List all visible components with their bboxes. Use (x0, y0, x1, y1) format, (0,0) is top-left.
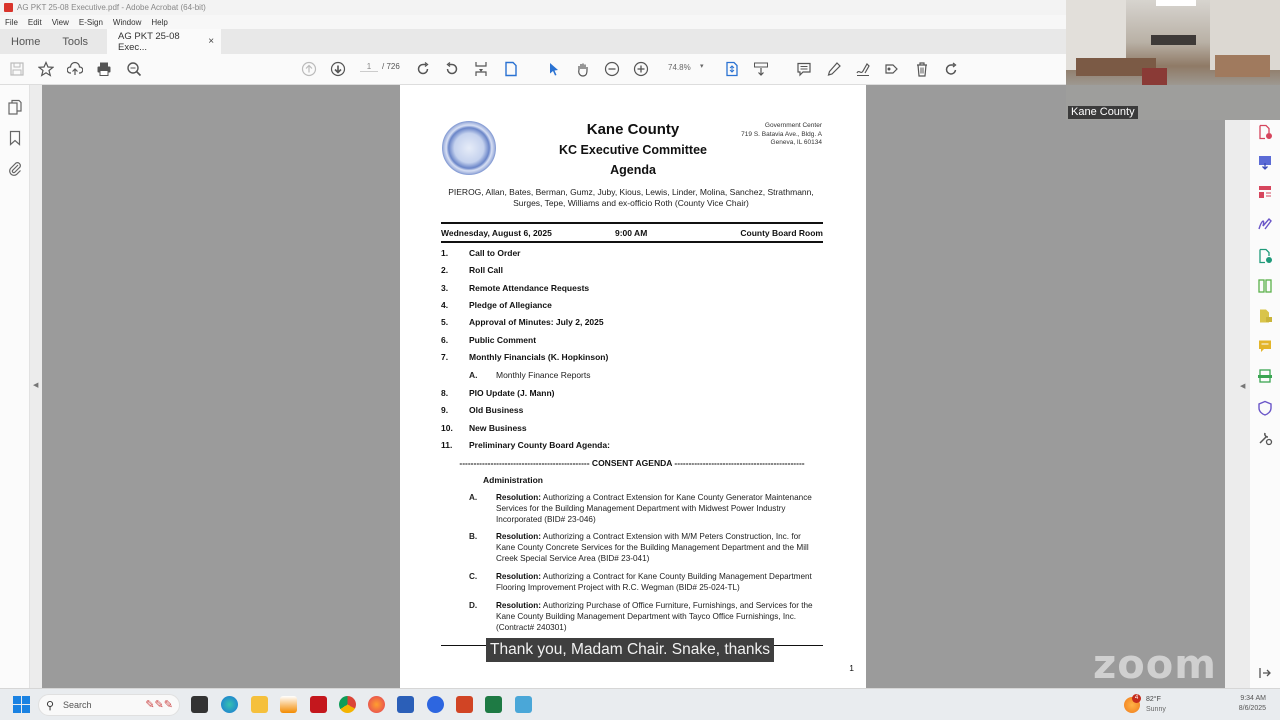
menu-view[interactable]: View (51, 17, 69, 27)
menu-window[interactable]: Window (112, 17, 142, 27)
live-caption: Thank you, Madam Chair. Snake, thanks (486, 638, 774, 662)
tab-tools[interactable]: Tools (62, 35, 89, 48)
page-number-input[interactable]: 1 (360, 62, 378, 72)
protect-shield-icon[interactable] (1257, 400, 1273, 416)
window-title: AG PKT 25-08 Executive.pdf - Adobe Acrobat (64-bit) (17, 3, 206, 12)
chevron-down-icon[interactable]: ▾ (700, 63, 704, 70)
pdf-page: Kane County KC Executive Committee Agenda Government Center 719 S. Batavia Ave., Bldg. A Geneva, IL 60134 PIEROG, Allan, Bates, Berman, Gumz, Juby, Kious, Lewis, Linder, Molina, Sanchez, Strathmann, Surges, Tepe, Williams and ex-officio Roth (County Vice Chair) Wednesday, August 6, 2025 9:00 AM County Board Room 1. Call to Order 2. Roll Call 3. Remote Attendance Requests 4. Pledge of Allegiance 5. Approval of Minutes: July 2, 2025 6. Public Comment 7. Monthly Financials (K. Hopkinson) A. Monthly Finance Reports 8. PIO Update (J. Mann) 9. Old Business 10. New Business 11. Preliminary County Board Agenda: ---------------------------------------------- CONSENT AGENDA ---------------------------------------------- Administration A. Resolution: Authorizing a Contract Extension for Kane County Generator Maintenance Services for the Building Management Department with Midwest Power Industry Incorporated (BID# 23-046) B. Resolution: Authorizing a Contract Extension with M/M Peters Construction, Inc. for Kane County Concrete Services for the Building Management Department and the Mill Creek Special Service Area (BID# 23-041) C. Resolution: Authorizing a Contract for Kane County Building Management Department Flooring Improvement Project with R.C. Wegman (BID# 25-024-TL) D. Resolution: Authorizing Purchase of Office Furniture, Furnishings, and Services for the Kane County Building Management Department with Tayco Office Furnishings, Inc. (Contract# 240301) 1 (400, 85, 866, 688)
scroll-mode-icon[interactable] (723, 60, 741, 78)
committee-members: PIEROG, Allan, Bates, Berman, Gumz, Juby, Kious, Lewis, Linder, Molina, Sanchez, Strathmann, Surges, Tepe, Williams and ex-officio Roth (County Vice Chair) (448, 187, 814, 208)
address-block: Government Center 719 S. Batavia Ave., Bldg. A Geneva, IL 60134 (741, 122, 822, 146)
menu-edit[interactable]: Edit (27, 17, 42, 27)
redo-icon[interactable] (942, 60, 960, 78)
collapse-right-pane-icon[interactable]: ◀ (1240, 383, 1246, 390)
meeting-date: Wednesday, August 6, 2025 (441, 228, 552, 238)
fill-sign-icon[interactable] (883, 60, 901, 78)
chrome-icon[interactable] (339, 696, 356, 713)
room-projector-screen (1156, 0, 1196, 6)
collapse-tools-pane-icon[interactable] (1257, 665, 1273, 681)
hand-tool-icon[interactable] (574, 60, 592, 78)
create-pdf-icon[interactable] (1257, 124, 1273, 140)
divider (441, 241, 823, 243)
acrobat-app-icon (4, 3, 13, 12)
attachments-icon[interactable] (7, 160, 23, 176)
cloud-upload-icon[interactable] (66, 60, 84, 78)
system-clock[interactable] (1239, 694, 1266, 714)
expand-left-pane-icon[interactable]: ◀ (33, 382, 39, 389)
close-tab-icon[interactable]: × (208, 36, 215, 47)
menu-help[interactable]: Help (151, 17, 168, 27)
file-explorer-icon[interactable] (251, 696, 268, 713)
meeting-video-thumbnail[interactable] (1066, 0, 1280, 120)
zoom-search-icon[interactable] (125, 60, 143, 78)
edit-pdf-icon[interactable] (1257, 248, 1273, 264)
more-tools-icon[interactable] (1257, 430, 1273, 446)
county-seal-logo (442, 121, 496, 175)
search-highlight-icon: ✎✎✎ (145, 699, 173, 711)
comment-tool-icon[interactable] (1257, 338, 1273, 354)
fill-and-sign-icon[interactable] (1257, 216, 1273, 232)
doc-org-title: Kane County (586, 121, 680, 138)
export-pdf-icon[interactable] (1257, 154, 1273, 170)
right-pane-gutter (1225, 120, 1250, 688)
tools-pane (1250, 120, 1280, 688)
windows-start-icon[interactable] (13, 696, 30, 713)
sign-icon[interactable] (854, 60, 872, 78)
acrobat-taskbar-icon[interactable] (310, 696, 327, 713)
vlc-icon[interactable] (280, 696, 297, 713)
task-view-icon[interactable] (191, 696, 208, 713)
edge-browser-icon[interactable] (221, 696, 238, 713)
tab-home[interactable]: Home (11, 35, 41, 48)
bookmark-star-icon[interactable] (37, 60, 55, 78)
previous-page-icon[interactable] (300, 60, 318, 78)
section-heading: Administration (483, 475, 543, 485)
bookmarks-icon[interactable] (7, 130, 23, 146)
taskbar-search-placeholder: Search (63, 700, 92, 710)
combine-files-icon[interactable] (1257, 308, 1273, 324)
save-icon[interactable] (8, 60, 26, 78)
page-thumbnails-icon[interactable] (7, 99, 23, 115)
delete-icon[interactable] (913, 60, 931, 78)
tab-document-label: AG PKT 25-08 Exec... (118, 30, 180, 53)
rotate-counterclockwise-icon[interactable] (443, 60, 461, 78)
print-icon[interactable] (95, 60, 113, 78)
doc-committee-title: KC Executive Committee (559, 143, 707, 157)
firefox-icon[interactable] (368, 696, 385, 713)
download-ruler-icon[interactable] (752, 60, 770, 78)
doc-type-title: Agenda (610, 163, 656, 177)
consent-agenda-banner: ---------------------------------------------- CONSENT AGENDA ---------------------------------------------- (459, 458, 805, 468)
comment-icon[interactable] (795, 60, 813, 78)
rotate-clockwise-icon[interactable] (414, 60, 432, 78)
word-icon[interactable] (397, 696, 414, 713)
zoom-out-icon[interactable] (603, 60, 621, 78)
zoom-in-icon[interactable] (632, 60, 650, 78)
meeting-time: 9:00 AM (615, 228, 648, 238)
clock-date: 8/6/2025 (1238, 705, 1266, 712)
taskbar-search[interactable] (38, 694, 180, 716)
zoom-app-icon[interactable] (427, 696, 444, 713)
scan-ocr-icon[interactable] (1257, 368, 1273, 384)
single-page-view-icon[interactable] (502, 60, 520, 78)
meeting-location: County Board Room (740, 228, 823, 238)
temperature: 82°F (1146, 696, 1161, 703)
weather-condition: Sunny (1146, 706, 1166, 713)
page-total: / 726 (382, 62, 400, 71)
zoom-level-dropdown[interactable]: 74.8% (668, 63, 691, 72)
menu-esign[interactable]: E-Sign (78, 17, 103, 27)
compare-files-icon[interactable] (1257, 278, 1273, 294)
notification-badge: 4 (1132, 694, 1141, 703)
left-pane-gutter (30, 85, 42, 688)
taskbar (0, 688, 1280, 720)
tab-document[interactable] (107, 29, 221, 54)
search-icon: ⚲ (46, 700, 55, 712)
powerpoint-icon[interactable] (456, 696, 473, 713)
organize-pages-icon[interactable] (1257, 184, 1273, 200)
notepad-icon[interactable] (515, 696, 532, 713)
next-page-icon[interactable] (329, 60, 347, 78)
video-participant-label: Kane County (1068, 106, 1138, 119)
zoom-watermark: zoom (1093, 642, 1217, 688)
excel-icon[interactable] (485, 696, 502, 713)
clock-time: 9:34 AM (1240, 695, 1266, 702)
menu-file[interactable]: File (5, 17, 18, 27)
highlight-pen-icon[interactable] (825, 60, 843, 78)
left-navigation-pane (0, 85, 30, 688)
page-footer-number: 1 (849, 663, 854, 673)
fit-page-icon[interactable] (472, 60, 490, 78)
divider (441, 222, 823, 224)
document-viewer[interactable] (42, 85, 1225, 688)
select-cursor-icon[interactable] (545, 60, 563, 78)
